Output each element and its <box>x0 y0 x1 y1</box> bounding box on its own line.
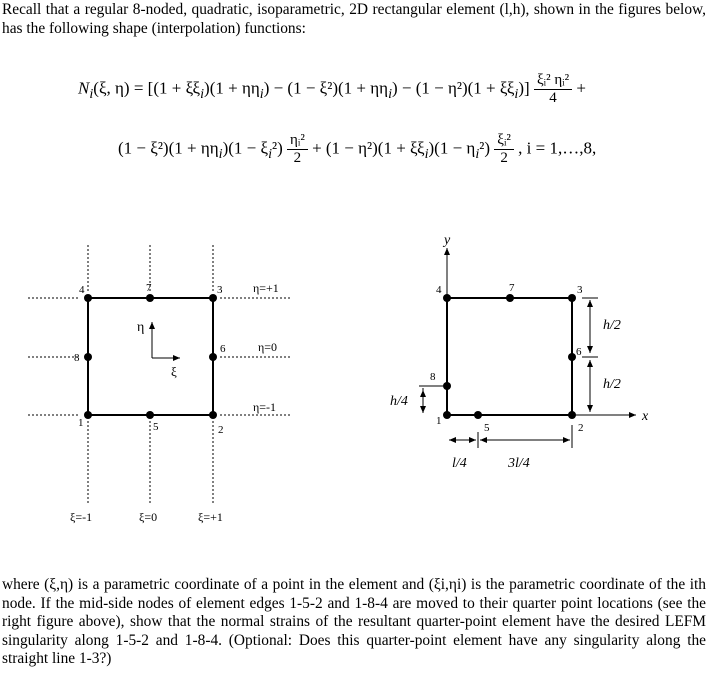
eq1-part-e: )] <box>518 78 530 98</box>
left-label-node-2: 2 <box>218 424 224 436</box>
eq2-tail: , i = 1,…,8, <box>518 138 597 158</box>
eq2-sub-2: i <box>268 145 272 162</box>
eq2-frac1-num: ηᵢ² <box>287 132 308 150</box>
dim-h-half-bottom-label: h/2 <box>603 377 621 392</box>
eq1-part-a: (ξ, η) = [(1 + ξξ <box>93 78 201 98</box>
right-node-3 <box>568 294 576 302</box>
right-label-node-3: 3 <box>577 284 583 296</box>
eq2-sub-3: i <box>424 145 429 162</box>
left-node-8 <box>84 353 92 361</box>
eq1-sub-2: i <box>259 85 264 102</box>
right-element-figure <box>390 233 649 471</box>
eq1-sub-3: i <box>388 85 392 102</box>
xi-axis-label: ξ <box>171 364 177 379</box>
eq2-part-d: + (1 − η²)(1 + ξξ <box>312 138 425 158</box>
right-node-6 <box>568 353 576 361</box>
eq-sub-i: i <box>89 85 94 102</box>
eq2-part-b: )(1 − ξ <box>222 138 269 158</box>
intro-paragraph: Recall that a regular 8-noded, quadratic, isoparametric, 2D rectangular element (l,h), shown in the figures below, has the following shape (interpolation) functions: <box>2 1 706 37</box>
eq1-part-c: ) − (1 − ξ²)(1 + ηη <box>263 78 389 98</box>
left-label-node-4: 4 <box>79 284 85 296</box>
right-node-7 <box>506 294 514 302</box>
right-node-5 <box>474 411 482 419</box>
eta-label-plus-1: η=+1 <box>253 281 279 295</box>
eta-grid-lines <box>28 298 290 415</box>
left-node-3 <box>209 294 217 302</box>
right-label-node-6: 6 <box>576 346 582 358</box>
right-label-node-1: 1 <box>436 415 442 427</box>
eq2-frac2-den: 2 <box>500 150 508 166</box>
left-nodes <box>84 294 217 419</box>
right-nodes <box>443 294 576 419</box>
xi-label-0: ξ=0 <box>139 510 158 524</box>
xi-label-minus-1: ξ=-1 <box>70 510 93 524</box>
x-axis-label: x <box>642 409 649 424</box>
dim-l-three-quarter-label: 3l/4 <box>508 456 530 471</box>
dim-h-half-top-label: h/2 <box>603 318 621 333</box>
left-label-node-7: 7 <box>146 282 152 294</box>
eq2-part-f: ²) <box>479 138 491 158</box>
left-node-7 <box>146 294 154 302</box>
eq2-part-c: ²) <box>272 138 283 158</box>
eta-label-0: η=0 <box>258 340 278 354</box>
dim-h-half-top <box>582 298 598 353</box>
right-label-node-5: 5 <box>484 422 490 434</box>
left-node-6 <box>209 353 217 361</box>
eq1-sub-1: i <box>200 85 205 102</box>
eq2-part-e: )(1 − η <box>428 138 476 158</box>
eta-label-minus-1: η=-1 <box>253 400 277 414</box>
right-node-2 <box>568 411 576 419</box>
eq2-sub-1: i <box>218 145 223 162</box>
right-label-node-8: 8 <box>430 371 436 383</box>
left-element-figure <box>28 245 290 524</box>
left-node-2 <box>209 411 217 419</box>
right-element-boundary <box>447 298 572 415</box>
dim-l-quarter <box>449 432 478 448</box>
dim-h-half-bottom <box>582 357 598 412</box>
dim-l-quarter-label: l/4 <box>452 456 467 471</box>
eq1-part-b: )(1 + ηη <box>204 78 260 98</box>
dim-l-three-quarter <box>480 425 572 448</box>
eq1-part-d: ) − (1 − η²)(1 + ξξ <box>392 78 515 98</box>
right-label-node-7: 7 <box>509 282 515 294</box>
left-label-node-8: 8 <box>74 352 80 364</box>
eq1-frac-den: 4 <box>549 90 557 106</box>
right-label-node-2: 2 <box>578 422 584 434</box>
left-node-4 <box>84 294 92 302</box>
dim-h-quarter-label: h/4 <box>390 394 408 409</box>
right-node-4 <box>443 294 451 302</box>
left-label-node-6: 6 <box>220 343 226 355</box>
eta-axis-label: η <box>137 320 145 335</box>
dim-h-quarter <box>419 386 443 413</box>
eq2-frac2-num: ξᵢ² <box>494 132 514 150</box>
right-node-8 <box>443 382 451 390</box>
eq1-frac-num: ξᵢ² ηᵢ² <box>534 72 572 90</box>
right-node-1 <box>443 411 451 419</box>
left-element-boundary <box>88 298 213 415</box>
xi-label-plus-1: ξ=+1 <box>198 510 223 524</box>
left-label-node-5: 5 <box>153 421 159 433</box>
right-label-node-4: 4 <box>436 284 442 296</box>
eq2-sub-4: i <box>475 145 480 162</box>
eq1-sub-4: i <box>514 85 519 102</box>
left-label-node-1: 1 <box>78 417 84 429</box>
left-node-1 <box>84 411 92 419</box>
y-axis-label: y <box>444 233 451 248</box>
eq-N: N <box>78 78 90 98</box>
left-node-5 <box>146 411 154 419</box>
outro-paragraph: where (ξ,η) is a parametric coordinate of a point in the element and (ξi,ηi) is the parametric coordinate of the ith node. If the mid-side nodes of element edges 1-5-2 and 1-8-4 are moved to their quarter point locations (see the right figure above), show that the normal strains of the resultant quarter-point element have the desired LEFM singularity along 1-5-2 and 1-8-4. (Optional: Does this quarter-point element have any singularity along the straight line 1-3?) <box>2 576 706 667</box>
eq2-frac1-den: 2 <box>293 150 302 166</box>
left-label-node-3: 3 <box>217 284 223 296</box>
eq2-part-a: (1 − ξ²)(1 + ηη <box>118 138 219 158</box>
eq1-tail: + <box>576 78 586 98</box>
